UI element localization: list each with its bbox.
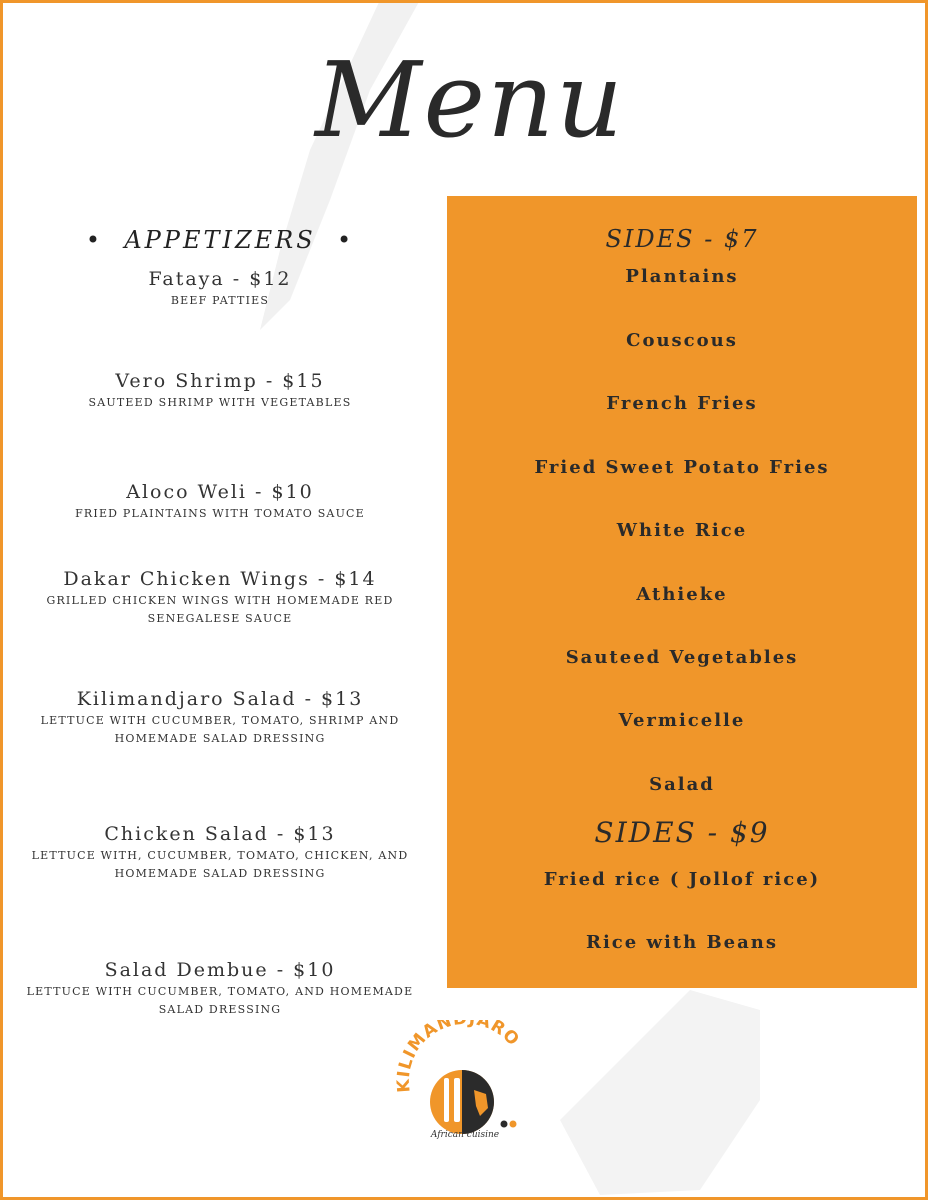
side-item: Rice with Beans — [585, 932, 779, 953]
appetizer-item — [0, 566, 440, 628]
appetizer-desc: LETTUCE WITH CUCUMBER, TOMATO, SHRIMP AND HOMEMADE SALAD DRESSING — [40, 714, 400, 745]
side-item: White Rice — [616, 520, 748, 541]
side-item: Plantains — [625, 266, 739, 287]
appetizer-name: Chicken Salad - $13 — [104, 823, 336, 845]
restaurant-logo — [392, 1020, 542, 1145]
appetizer-name: Vero Shrimp - $15 — [115, 370, 325, 392]
bullet-icon: • — [85, 226, 104, 254]
appetizer-desc: GRILLED CHICKEN WINGS WITH HOMEMADE RED SENEGALESE SAUCE — [46, 594, 394, 625]
side-item: Vermicelle — [618, 710, 746, 731]
appetizer-desc: BEEF PATTIES — [170, 294, 270, 307]
appetizer-name: Salad Dembue - $10 — [104, 959, 336, 981]
logo-name: KILIMAN ARO — [393, 1020, 524, 1094]
sides-panel — [447, 196, 917, 988]
appetizers-heading — [0, 222, 440, 258]
side-item: Salad — [649, 774, 715, 795]
side-item: Couscous — [626, 330, 738, 351]
side-item: French Fries — [606, 393, 758, 414]
appetizers-section — [0, 222, 440, 258]
appetizer-name: Fataya - $12 — [148, 268, 292, 290]
appetizer-item — [0, 957, 440, 1019]
appetizers-heading-label: APPETIZERS — [124, 226, 316, 254]
appetizer-desc: FRIED PLAINTAINS WITH TOMATO SAUCE — [75, 507, 365, 520]
appetizer-item — [0, 821, 440, 883]
menu-title: Menu — [315, 39, 625, 161]
side-item: Athieke — [636, 584, 728, 605]
bullet-icon: • — [336, 226, 355, 254]
side-item: Fried rice ( Jollof rice) — [543, 869, 821, 890]
appetizer-item — [0, 479, 440, 523]
sides-9-heading: SIDES - $9 — [594, 816, 770, 849]
logo-tagline: African cuisine — [430, 1130, 500, 1140]
appetizer-name: Kilimandjaro Salad - $13 — [76, 688, 364, 710]
appetizer-desc: LETTUCE WITH CUCUMBER, TOMATO, AND HOMEMADE SALAD DRESSING — [26, 985, 414, 1016]
appetizer-item — [0, 266, 440, 310]
appetizer-desc: SAUTEED SHRIMP WITH VEGETABLES — [88, 396, 352, 409]
appetizer-item — [0, 368, 440, 412]
appetizer-item — [0, 686, 440, 748]
sides-7-heading: SIDES - $7 — [605, 225, 759, 253]
appetizer-name: Aloco Weli - $10 — [126, 481, 314, 503]
side-item: Sauteed Vegetables — [565, 647, 799, 668]
appetizer-desc: LETTUCE WITH, CUCUMBER, TOMATO, CHICKEN, AND HOMEMADE SALAD DRESSING — [31, 849, 409, 880]
side-item: Fried Sweet Potato Fries — [534, 457, 830, 478]
appetizer-name: Dakar Chicken Wings - $14 — [63, 568, 377, 590]
